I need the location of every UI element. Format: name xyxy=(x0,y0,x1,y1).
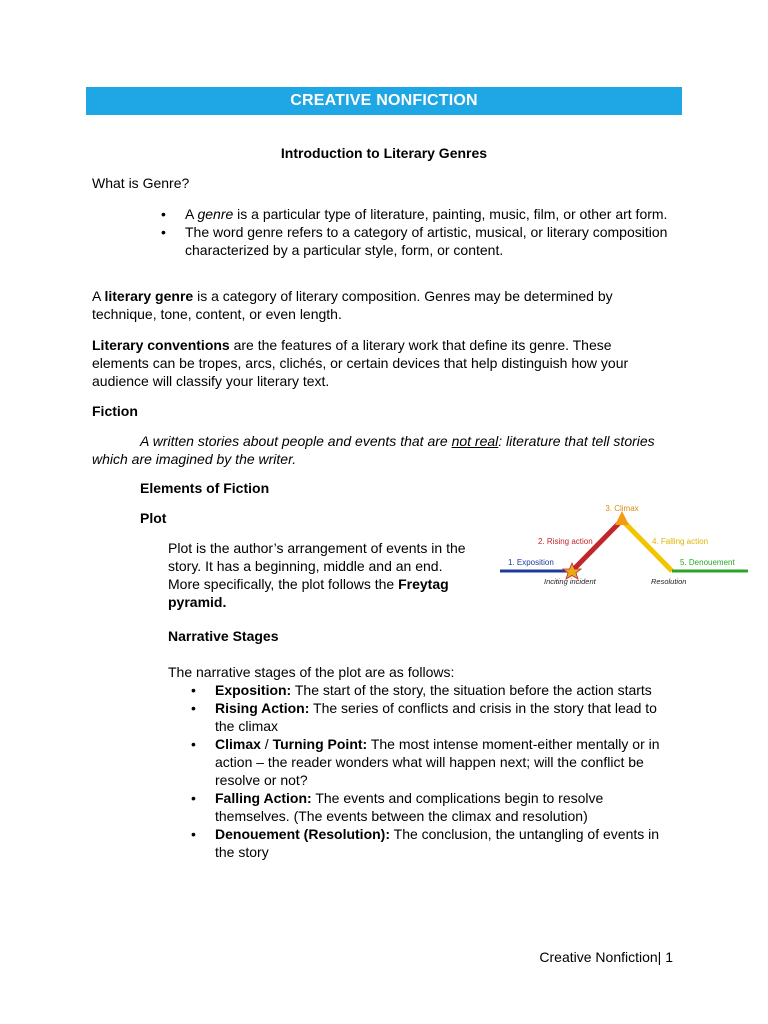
rising-action-label: 2. Rising action xyxy=(538,537,593,546)
list-item: • Falling Action: The events and complications begin to resolve themselves. (The events between the climax and resolution) xyxy=(215,789,675,825)
exposition-label: 1. Exposition xyxy=(508,558,554,567)
page-banner xyxy=(86,87,682,115)
list-item: • Exposition: The start of the story, the situation before the action starts xyxy=(215,681,675,699)
intro-heading: Introduction to Literary Genres xyxy=(280,145,488,161)
literary-genre-paragraph: A literary genre is a category of literary composition. Genres may be determined by technique, tone, content, or even length. xyxy=(92,288,613,322)
literary-conventions-paragraph: Literary conventions are the features of a literary work that define its genre. These elements can be tropes, arcs, clichés, or certain devices that help distinguish how your audience will classify your literary text. xyxy=(92,337,629,389)
fiction-definition: A written stories about people and events that are not real: literature that tell stories which are imagined by the writer. xyxy=(92,433,655,467)
inciting-incident-label: Inciting incident xyxy=(544,577,596,586)
genre-question: What is Genre? xyxy=(92,175,190,191)
genre-bullet-list xyxy=(185,205,685,259)
elements-heading: Elements of Fiction xyxy=(140,480,270,496)
climax-marker-icon xyxy=(615,511,629,525)
list-item: • A genre is a particular type of literature, painting, music, film, or other art form. xyxy=(185,205,685,223)
resolution-label: Resolution xyxy=(651,577,687,586)
list-item: • Climax / Turning Point: The most intense moment-either mentally or in action – the reader wonders what will happen next; will the conflict be resolve or not? xyxy=(215,735,675,789)
narrative-heading: Narrative Stages xyxy=(168,628,279,644)
list-item: • The word genre refers to a category of artistic, musical, or literary composition characterized by a particular style, form, or content. xyxy=(185,223,685,259)
plot-description: Plot is the author’s arrangement of events in the story. It has a beginning, middle and an end. More specifically, the plot follows the Freytag pyramid. xyxy=(168,540,466,610)
denouement-label: 5. Denouement xyxy=(680,558,735,567)
list-item: • Denouement (Resolution): The conclusion, the untangling of events in the story xyxy=(215,825,675,861)
falling-action-label: 4. Falling action xyxy=(652,537,709,546)
page-footer: Creative Nonfiction| 1 xyxy=(539,949,673,965)
narrative-intro: The narrative stages of the plot are as follows: xyxy=(168,664,455,680)
freytag-pyramid-diagram xyxy=(496,500,754,592)
plot-heading: Plot xyxy=(140,510,167,526)
banner-title: CREATIVE NONFICTION xyxy=(290,92,478,109)
climax-label: 3. Climax xyxy=(605,504,639,513)
list-item: • Rising Action: The series of conflicts and crisis in the story that lead to the climax xyxy=(215,699,675,735)
narrative-stages-list xyxy=(215,681,675,861)
fiction-heading: Fiction xyxy=(92,403,138,419)
